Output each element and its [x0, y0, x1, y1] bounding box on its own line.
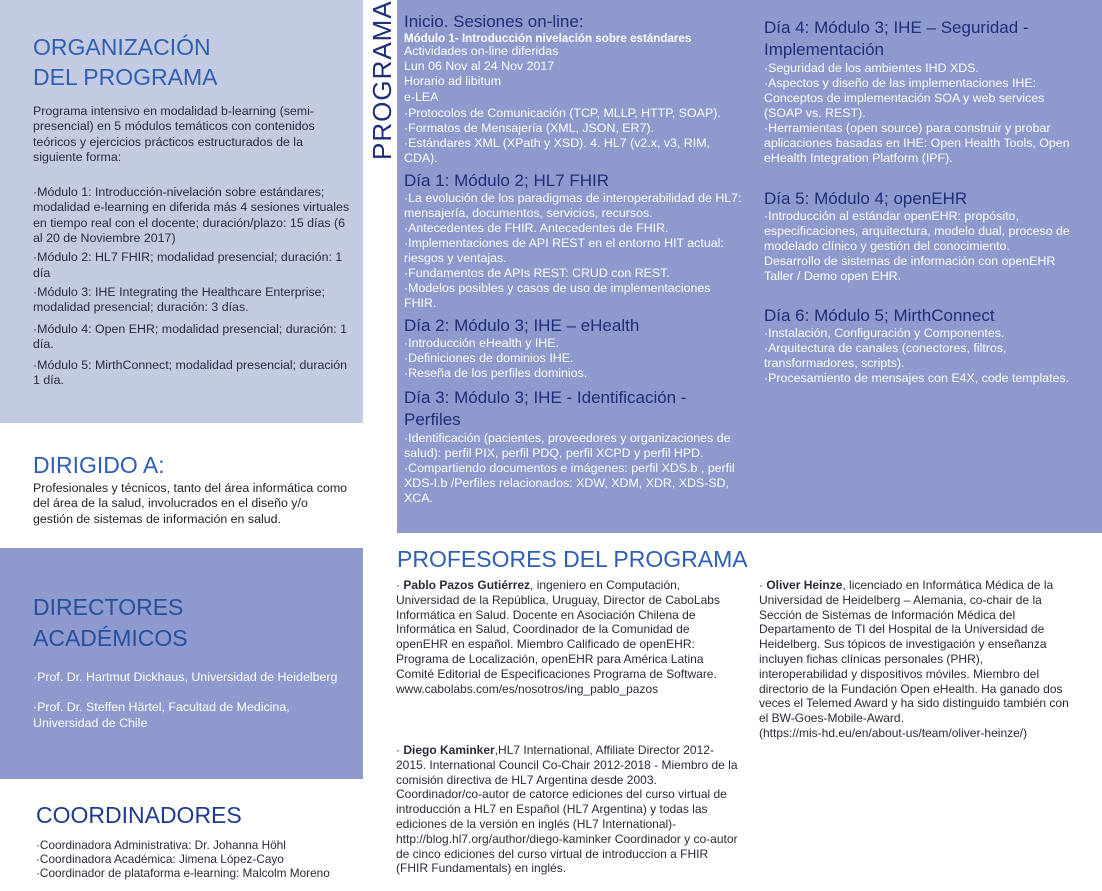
dia3-lines	[404, 431, 744, 506]
dia6-line: ·Procesamiento de mensajes con E4X, code templates.	[764, 371, 1070, 385]
org-title: ORGANIZACIÓN DEL PROGRAMA	[33, 34, 218, 90]
profesor-pazos-url: www.cabolabs.com/es/nosotros/ing_pablo_pazos	[396, 681, 659, 696]
inicio-line: ·Protocolos de Comunicación (TCP, MLLP, HTTP, SOAP).	[404, 105, 721, 120]
dia4-title: Día 4: Módulo 3; IHE – Seguridad - Implementación	[764, 18, 1029, 59]
director-1: ·Prof. Dr. Hartmut Dickhaus, Universidad de Heidelberg	[33, 670, 338, 684]
org-module-1: ·Módulo 1: Introducción-nivelación sobre estándares; modalidad e-learning en diferida más 4 sesiones virtuales en tiempo real con el docente; duración/plazo: 15 días (6 al 20 de Noviembre 2017)	[33, 185, 350, 246]
org-intro: Programa intensivo en modalidad b-learning (semi-presencial) en 5 módulos temáticos con contenidos teóricos y ejercicios prácticos estructurados de la siguiente forma:	[33, 104, 315, 164]
inicio-line: Lun 06 Nov al 24 Nov 2017	[404, 58, 555, 73]
profesor-pazos-name: Pablo Pazos Gutiérrez	[403, 578, 531, 592]
directores-section	[33, 592, 353, 731]
inicio-line: e-LEA	[404, 89, 439, 104]
dia4-line: ·Aspectos y diseño de las implementaciones IHE: Conceptos de implementación SOA y web services (SOAP vs. REST).	[764, 76, 1045, 120]
dia2-line: ·Introducción eHealth y IHE.	[404, 335, 559, 350]
dia5-line: Desarrollo de sistemas de información con openEHR	[764, 254, 1056, 268]
org-section	[33, 32, 351, 389]
org-module-list	[33, 185, 351, 389]
dia4-line: ·Herramientas (open source) para construir y probar aplicaciones basadas en IHE: Open Health Tools, Open eHealth Integration Platform (IPF).	[764, 121, 1070, 165]
dia5-line: Taller / Demo open EHR.	[764, 269, 902, 283]
profesor-pazos	[396, 578, 740, 696]
org-module-3: ·Módulo 3: IHE Integrating the Healthcare Enterprise; modalidad presencial; duración: 3 días.	[33, 284, 326, 315]
dirigido-text: Profesionales y técnicos, tanto del área informática como del área de la salud, involucrados en el diseño y/o gestión de sistemas de información en salud.	[33, 481, 348, 526]
dia1-line: ·La evolución de los paradigmas de interoperabilidad de HL7: mensajería, documentos, servicios, recursos.	[404, 190, 742, 220]
dia2-line: ·Definiciones de dominios IHE.	[404, 350, 574, 365]
profesores-title: PROFESORES DEL PROGRAMA	[397, 546, 748, 572]
profesor-heinze	[759, 578, 1075, 741]
inicio-subtitle: Módulo 1- Introducción nivelación sobre estándares	[404, 32, 692, 45]
bullet: ·	[396, 578, 404, 592]
bullet: ·	[396, 743, 404, 757]
coord-3: ·Coordinador de plataforma e-learning: Malcolm Moreno	[36, 866, 330, 880]
dia6-lines	[764, 326, 1076, 386]
dia5-line: ·Introducción al estándar openEHR: propósito, especificaciones, arquitectura, modelo dual, proceso de modelado clínico y gestión del conocimiento.	[764, 209, 1070, 253]
dia2-title: Día 2: Módulo 3; IHE – eHealth	[404, 315, 640, 335]
dia1-line: ·Fundamentos de APIs REST: CRUD con REST.	[404, 265, 670, 280]
inicio-lines	[404, 45, 744, 166]
dia3-title: Día 3: Módulo 3; IHE - Identificación - Perfiles	[404, 387, 687, 429]
dia1-lines	[404, 191, 744, 311]
dia6-line: ·Instalación, Configuración y Componentes.	[764, 326, 1005, 340]
directores-title: DIRECTORES ACADÉMICOS	[33, 594, 188, 651]
dia1-line: ·Implementaciones de API REST en el entorno HIT actual: riesgos y ventajas.	[404, 235, 724, 265]
dia5-title: Día 5: Módulo 4; openEHR	[764, 189, 968, 208]
programa-col-2	[764, 17, 1076, 386]
profesor-pazos-bio: , ingeniero en Computación, Universidad de la República, Uruguay, Director de CaboLabs Informática en Salud. Docente en Asociación Chilena de Informática en Salud, Coordinador de la Comunidad de openEHR en español. Miembro Calificado de openEHR: Programa de Localización, openEHR para América Latina Comité Editorial de Especificaciones Programa de Software.	[396, 578, 720, 681]
coord-section	[36, 801, 356, 880]
dia6-title: Día 6: Módulo 5; MirthConnect	[764, 306, 995, 325]
org-module-5: ·Módulo 5: MirthConnect; modalidad presencial; duración 1 día.	[33, 358, 348, 388]
dia4-lines	[764, 61, 1076, 166]
dia1-line: ·Modelos posibles y casos de uso de implementaciones FHIR.	[404, 280, 711, 310]
profesor-kaminker-name: Diego Kaminker	[403, 743, 495, 757]
dia2-line: ·Reseña de los perfiles dominios.	[404, 365, 588, 380]
profesor-kaminker-bio: ,HL7 International, Affiliate Director 2012-2015. International Council Co-Chair 2012-2018 - Miembro de la comisión directiva de HL7 Argentina desde 2003. Coordinador/co-autor de catorce ediciones del curso virtual de introducción a HL7 en Español (HL7 Argentina) y todas las ediciones de la versión en inglés (HL7 International)- http://blog.hl7.org/author/diego-kaminker Coordinador y co-autor de cinco ediciones del curso virtual de introduccion a FHIR (FHIR Fundamentals) en inglés.	[396, 743, 738, 876]
inicio-line: ·Formatos de Mensajería (XML, JSON, ER7).	[404, 120, 654, 135]
coord-title: COORDINADORES	[36, 802, 242, 828]
dia1-line: ·Antecedentes de FHIR. Antecedentes de FHIR.	[404, 220, 669, 235]
director-2: ·Prof. Dr. Steffen Härtel, Facultad de Medicina, Universidad de Chile	[33, 700, 290, 730]
coord-1: ·Coordinadora Administrativa: Dr. Johanna Höhl	[36, 838, 286, 852]
bullet: ·	[759, 578, 767, 592]
inicio-line: Actividades on-line diferidas	[404, 44, 559, 58]
profesor-heinze-bio: , licenciado en Informática Médica de la Universidad de Heidelberg – Alemania, co-chair de la Sección de Sistemas de Información Médica del Departamento de TI del Hospital de la Universidad de Heidelberg. Sus tópicos de investigación y enseñanza incluyen fichas clínicas personales (PHR), interoperabilidad y dispositivos móviles. Miembro del directorio de la Fundación Open eHealth. Ha ganado dos veces el Telemed Award y ha sido distinguido también con el BW-Goes-Mobile-Award.	[759, 578, 1069, 726]
inicio-line: ·Estándares XML (XPath y XSD). 4. HL7 (v2.x, v3, RIM, CDA).	[404, 135, 710, 165]
dirigido-title: DIRIGIDO A:	[33, 452, 165, 478]
programa-vertical-label: PROGRAMA	[367, 0, 397, 160]
inicio-title: Inicio. Sesiones on-line:	[404, 12, 584, 31]
dia2-lines	[404, 336, 744, 381]
org-module-2: ·Módulo 2: HL7 FHIR; modalidad presencial; duración: 1 día	[33, 250, 343, 280]
dia5-lines	[764, 209, 1076, 284]
dia3-line: ·Identificación (pacientes, proveedores y organizaciones de salud): perfil PIX, perfil PDQ, perfil XCPD y perfil HPD.	[404, 430, 731, 460]
dia4-line: ·Seguridad de los ambientes IHD XDS.	[764, 61, 979, 75]
org-module-4: ·Módulo 4: Open EHR; modalidad presencial; duración: 1 día.	[33, 321, 348, 351]
programa-col-1	[404, 12, 744, 506]
dia3-line: ·Compartiendo documentos e imágenes: perfil XDS.b , perfil XDS-I.b /Perfiles relacionados: XDW, XDM, XDR, XDS-SD, XCA.	[404, 460, 735, 505]
profesor-kaminker	[396, 743, 740, 876]
profesor-heinze-url: (https://mis-hd.eu/en/about-us/team/oliver-heinze/)	[759, 725, 1028, 740]
coord-2: ·Coordinadora Académica: Jimena López-Cayo	[36, 852, 284, 866]
dia1-title: Día 1: Módulo 2; HL7 FHIR	[404, 170, 610, 190]
dia6-line: ·Arquitectura de canales (conectores, filtros, transformadores, scripts).	[764, 341, 1007, 370]
inicio-line: Horario ad libitum	[404, 73, 502, 88]
profesor-heinze-name: Oliver Heinze	[766, 578, 843, 592]
dirigido-section	[33, 451, 351, 527]
